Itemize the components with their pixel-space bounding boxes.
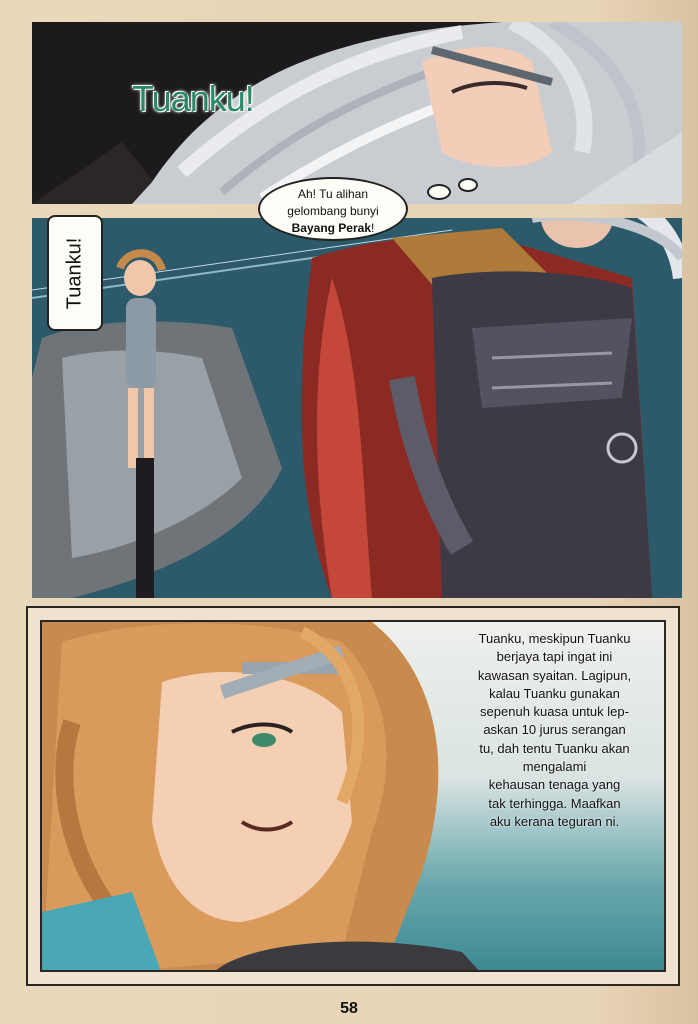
thought-dot-1	[427, 184, 451, 200]
narration-line: tu, dah tentu Tuanku akan	[479, 740, 630, 756]
speech-bubble-vertical	[47, 215, 103, 331]
narration-line: tak terhingga. Maafkan	[488, 795, 621, 811]
narration-line: kalau Tuanku gunakan	[489, 685, 620, 701]
narration-line: kawasan syaitan. Lagipun,	[477, 667, 632, 683]
narration-line: mengalami	[522, 759, 587, 775]
armored-warrior-scene-art	[32, 218, 682, 598]
speech-line-2: gelombang bunyi	[287, 204, 379, 218]
thought-dot-2	[458, 178, 478, 192]
narration-line: berjaya tapi ingat ini	[496, 649, 613, 665]
narration-line: kehausan tenaga yang	[488, 777, 621, 793]
speech-line-1: Ah! Tu alihan	[297, 187, 369, 201]
narration-line: Tuanku, meskipun Tuanku	[478, 631, 631, 646]
narration-line: sepenuh kuasa untuk lep-	[480, 704, 629, 720]
narration-text	[432, 630, 677, 831]
page-number: 58	[340, 1000, 358, 1017]
panel-top-closeup	[32, 22, 682, 204]
silver-hair-face-art	[32, 22, 682, 204]
panel-middle-scene	[32, 218, 682, 598]
sfx-tuanku: Tuanku!	[132, 78, 254, 119]
speech-bold-name: Bayang Perak	[291, 221, 372, 235]
speech-vertical-text: Tuanku!	[63, 237, 86, 309]
narration-line: askan 10 jurus serangan	[483, 722, 626, 738]
speech-line-3: Bayang Perak!	[291, 221, 375, 235]
speech-bubble-sound-wave	[258, 177, 408, 241]
narration-line: aku kerana teguran ni.	[489, 813, 620, 829]
